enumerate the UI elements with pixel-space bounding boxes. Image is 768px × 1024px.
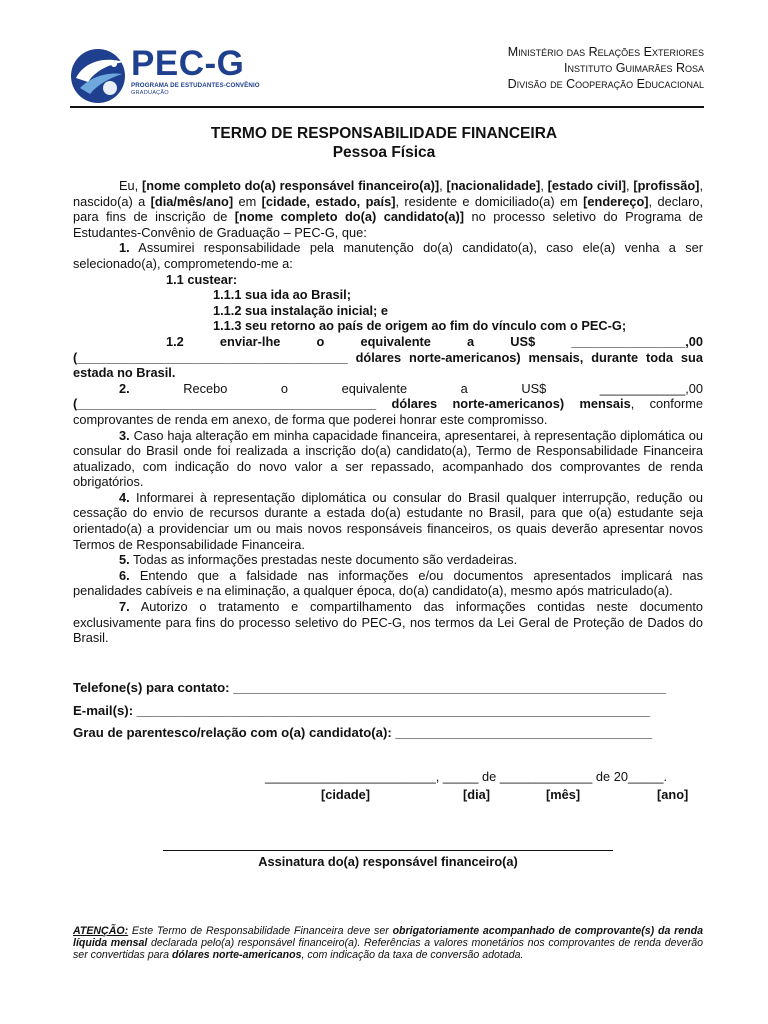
date-label-year: [ano] <box>657 787 689 802</box>
institution-line-division: Divisão de Cooperação Educacional <box>507 77 704 91</box>
institution-line-institute: Instituto Guimarães Rosa <box>563 61 704 75</box>
pecg-logo <box>70 42 275 108</box>
clause-4: 4. Informarei à representação diplomática ou consular do Brasil qualquer interrupção, redução ou cessação do envio de recursos durante a estada do(a) estudante no Brasil, para que o(a) estudante seja orientado(a) a providenciar um ou mais novos responsáveis financeiros, os quais deverão apresentar novos Termos de Responsabilidade Financeira. <box>73 489 703 552</box>
document-title-block <box>0 124 768 162</box>
clause-7: 7. Autorizo o tratamento e compartilhamento das informações contidas neste documento exclusivamente para fins do processo seletivo do PEC-G, nos termos da Lei Geral de Proteção de Dados do Brasil. <box>73 599 703 646</box>
logo-subtitle: PROGRAMA DE ESTUDANTES-CONVÊNIO <box>131 82 260 89</box>
placeholder-candidate-name: [nome completo do(a) candidato(a)] <box>234 209 465 225</box>
attention-label: ATENÇÃO: <box>73 925 129 937</box>
clause-1-2-line1: 1.2 enviar-lhe o equivalente a US$ ________________,00 <box>166 333 703 349</box>
logo-text: PEC-G <box>131 44 245 83</box>
logo-subtitle-graduacao: GRADUAÇÃO <box>131 90 169 96</box>
placeholder-nacionalidade: [nacionalidade] <box>446 178 541 193</box>
clause-5: 5. Todas as informações prestadas neste documento são verdadeiras. <box>119 552 518 568</box>
clause-2-line1: 2. Recebo o equivalente a US$ ____________,00 <box>119 380 703 396</box>
placeholder-birthdate: [dia/mês/ano] <box>150 193 234 209</box>
clause-1-1-2: 1.1.2 sua instalação inicial; e <box>213 302 388 318</box>
clause-1: 1. Assumirei responsabilidade pela manutenção do(a) candidato(a), caso ele(a) venha a ser selecionado(a), comprometendo-me a: <box>73 240 703 271</box>
date-label-city: [cidade] <box>321 787 371 802</box>
institution-block <box>508 44 704 92</box>
placeholder-estado-civil: [estado civil] <box>547 178 627 193</box>
date-label-month: [mês] <box>546 787 581 802</box>
clause-1-2-line2: (______________________________________ dólares norte-americanos) mensais, durante toda sua estada no Brasil. <box>73 349 703 381</box>
clause-1-1: 1.1 custear: <box>166 271 238 287</box>
intro-paragraph: Eu, [nome completo do(a) responsável financeiro(a)], [nacionalidade], [estado civil], [profissão], nascido(a) a [dia/mês/ano] em [cidade, estado, país], residente e domiciliado(a) em [endereço], declaro, para fins de inscrição de [nome completo do(a) candidato(a)] no processo seletivo do Programa de Estudantes-Convênio de Graduação – PEC-G, que: <box>73 178 704 240</box>
clause-1-1-1: 1.1.1 sua ida ao Brasil; <box>213 287 351 303</box>
document-title: TERMO DE RESPONSABILIDADE FINANCEIRA <box>210 125 558 142</box>
relation-field[interactable]: Grau de parentesco/relação com o(a) candidato(a): ___________________________________ <box>73 725 653 740</box>
clause-6: 6. Entendo que a falsidade nas informações e/ou documentos apresentados implicará nas penalidades cabíveis e na eliminação, a qualquer época, do(a) candidato(a), mesmo após matriculado(a). <box>73 567 703 599</box>
document-body <box>73 178 703 646</box>
contact-fields <box>73 677 713 745</box>
attention-note: ATENÇÃO: Este Termo de Responsabilidade Financeira deve ser obrigatoriamente acompanhado de comprovante(s) da renda líquida mensal declarada pelo(a) responsável financeiro(a). Referências a valores monetários nos comprovantes de renda deverão ser convertidas para dólares norte-americanos, com indicação da taxa de conversão adotada. <box>73 925 704 962</box>
phone-field[interactable]: Telefone(s) para contato: ___________________________________________________________ <box>73 680 666 695</box>
clause-1-1-3: 1.1.3 seu retorno ao país de origem ao fim do vínculo com o PEC-G; <box>213 318 627 334</box>
email-field[interactable]: E-mail(s): ______________________________________________________________________ <box>73 702 651 718</box>
document-subtitle: Pessoa Física <box>332 144 436 161</box>
pecg-logo-emblem-icon <box>70 42 130 108</box>
placeholder-responsavel-name: [nome completo do(a) responsável financeiro(a)] <box>141 178 440 193</box>
signature-label: Assinatura do(a) responsável financeiro(a) <box>258 854 518 869</box>
placeholder-endereco: [endereço] <box>583 193 649 209</box>
header-divider <box>70 106 704 108</box>
clause-3: 3. Caso haja alteração em minha capacidade financeira, apresentarei, à representação diplomática ou consular do Brasil onde foi realizada a inscrição do(a) candidato(a), Termo de Responsabilidade Financeira atualizado, com indicação do novo valor a ser repassado, acompanhado dos comprovantes de renda obrigatórios. <box>73 427 703 490</box>
date-place-line[interactable]: ________________________, _____ de _____________ de 20_____. <box>265 769 668 784</box>
date-label-day: [dia] <box>463 787 491 802</box>
placeholder-profissao: [profissão] <box>633 178 700 193</box>
signature-line[interactable] <box>163 850 613 851</box>
institution-line-ministry: Ministério das Relações Exteriores <box>507 45 704 59</box>
placeholder-birthplace: [cidade, estado, país] <box>261 193 396 209</box>
clause-2-line2: (__________________________________________ dólares norte-americanos) mensais, conforme comprovantes de renda em anexo, de forma que poderei honrar este compromisso. <box>73 396 703 427</box>
